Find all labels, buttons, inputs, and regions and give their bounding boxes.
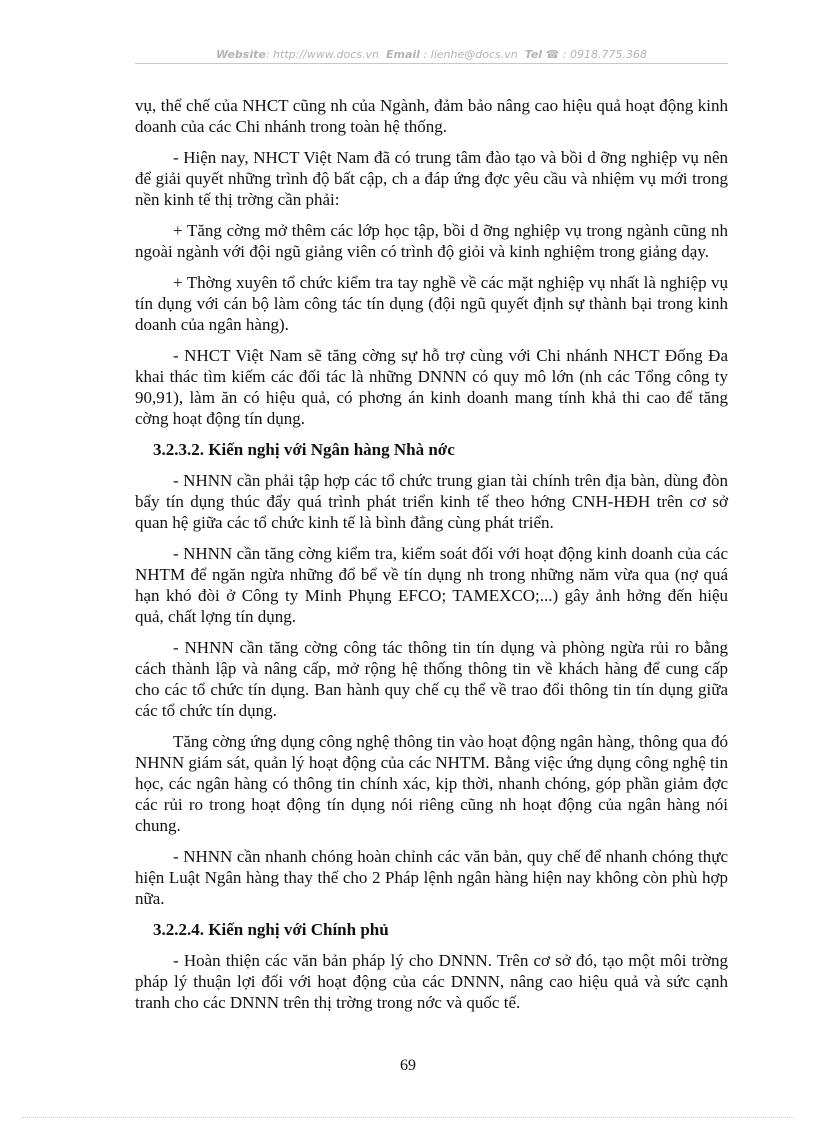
section-heading-government: 3.2.2.4. Kiến nghị với Chính phủ: [153, 920, 389, 939]
paragraph-6: - NHNN cần phải tập hợp các tổ chức trung gian tài chính trên địa bàn, dùng đòn bẩy tín dụng thúc đẩy quá trình phát triển kinh tế theo hớng CNH-HĐH trên cơ sở quan hệ giữa các tổ chức kinh tế là bình đẳng cùng phát triển.: [135, 471, 728, 532]
paragraph-4: + Thờng xuyên tổ chức kiểm tra tay nghề về các mặt nghiệp vụ nhất là nghiệp vụ tín dụng với cán bộ làm công tác tín dụng (đội ngũ quyết định sự thành bại trong kinh doanh của ngân hàng).: [135, 273, 728, 334]
email-value: : lienhe@docs.vn: [423, 48, 518, 61]
paragraph-3: + Tăng cờng mở thêm các lớp học tập, bồi d ỡng nghiệp vụ trong ngành cũng nh ngoài ngành với đội ngũ giảng viên có trình độ giỏi và kinh nghiệm trong giảng dạy.: [135, 221, 728, 261]
phone-icon: ☎: [545, 48, 560, 61]
website-value: : http://www.docs.vn: [265, 48, 380, 61]
paragraph-11: - Hoàn thiện các văn bản pháp lý cho DNNN. Trên cơ sở đó, tạo một môi trờng pháp lý thuận lợi đối với hoạt động của các DNNN, nâng cao hiệu quả và sức cạnh tranh cho các DNNN trên thị trờng trong nớc và quốc tế.: [135, 951, 728, 1012]
tel-value: : 0918.775.368: [562, 48, 647, 61]
section-heading-state-bank: 3.2.3.2. Kiến nghị với Ngân hàng Nhà nớc: [153, 440, 455, 459]
email-label: Email: [386, 48, 420, 61]
tel-label: Tel: [524, 48, 543, 61]
paragraph-1: vụ, thể chế của NHCT cũng nh của Ngành, đảm bảo nâng cao hiệu quả hoạt động kinh doanh của các Chi nhánh trong toàn hệ thống.: [135, 96, 728, 136]
paragraph-5: - NHCT Việt Nam sẽ tăng cờng sự hỗ trợ cùng với Chi nhánh NHCT Đống Đa khai thác tìm kiếm các đối tác là những DNNN có quy mô lớn (nh các Tổng công ty 90,91), làm ăn có hiệu quả, có phơng án kinh doanh mang tính khả thi cao để tăng cờng hoạt động tín dụng.: [135, 346, 728, 428]
paragraph-10: - NHNN cần nhanh chóng hoàn chỉnh các văn bản, quy chế để nhanh chóng thực hiện Luật Ngân hàng thay thế cho 2 Pháp lệnh ngân hàng hiện nay không còn phù hợp nữa.: [135, 847, 728, 908]
document-body: [135, 95, 728, 1023]
paragraph-8: - NHNN cần tăng cờng công tác thông tin tín dụng và phòng ngừa rủi ro bằng cách thành lập và nâng cấp, mở rộng hệ thống thông tin về khách hàng để cung cấp cho các tổ chức tín dụng. Ban hành quy chế cụ thể về trao đổi thông tin tín dụng giữa các tổ chức tín dụng.: [135, 638, 728, 720]
website-label: Website: [216, 48, 266, 61]
page-header: [135, 48, 728, 64]
paragraph-2: - Hiện nay, NHCT Việt Nam đã có trung tâm đào tạo và bồi d ỡng nghiệp vụ nên để giải quyết những trình độ bất cập, ch a đáp ứng đợc yêu cầu và nhiệm vụ mới trong nền kinh tế thị trờng cần phải:: [135, 148, 728, 209]
paragraph-9: Tăng cờng ứng dụng công nghệ thông tin vào hoạt động ngân hàng, thông qua đó NHNN giám sát, quản lý hoạt động của các NHTM. Bằng việc ứng dụng công nghệ tin học, các ngân hàng có thông tin chính xác, kịp thời, nhanh chóng, góp phần giảm đợc các rủi ro trong hoạt động tín dụng nói riêng cũng nh hoạt động của ngân hàng nói chung.: [135, 732, 728, 835]
paragraph-7: - NHNN cần tăng cờng kiểm tra, kiểm soát đối với hoạt động kinh doanh của các NHTM để ngăn ngừa những đổ bể về tín dụng nh trong những năm vừa qua (nợ quá hạn khó đòi ở Công ty Minh Phụng EFCO; TAMEXCO;...) gây ảnh hởng đến hiệu quả, chất lợng tín dụng.: [135, 544, 728, 626]
page-number: 69: [400, 1057, 416, 1074]
footer-divider: [22, 1117, 794, 1118]
